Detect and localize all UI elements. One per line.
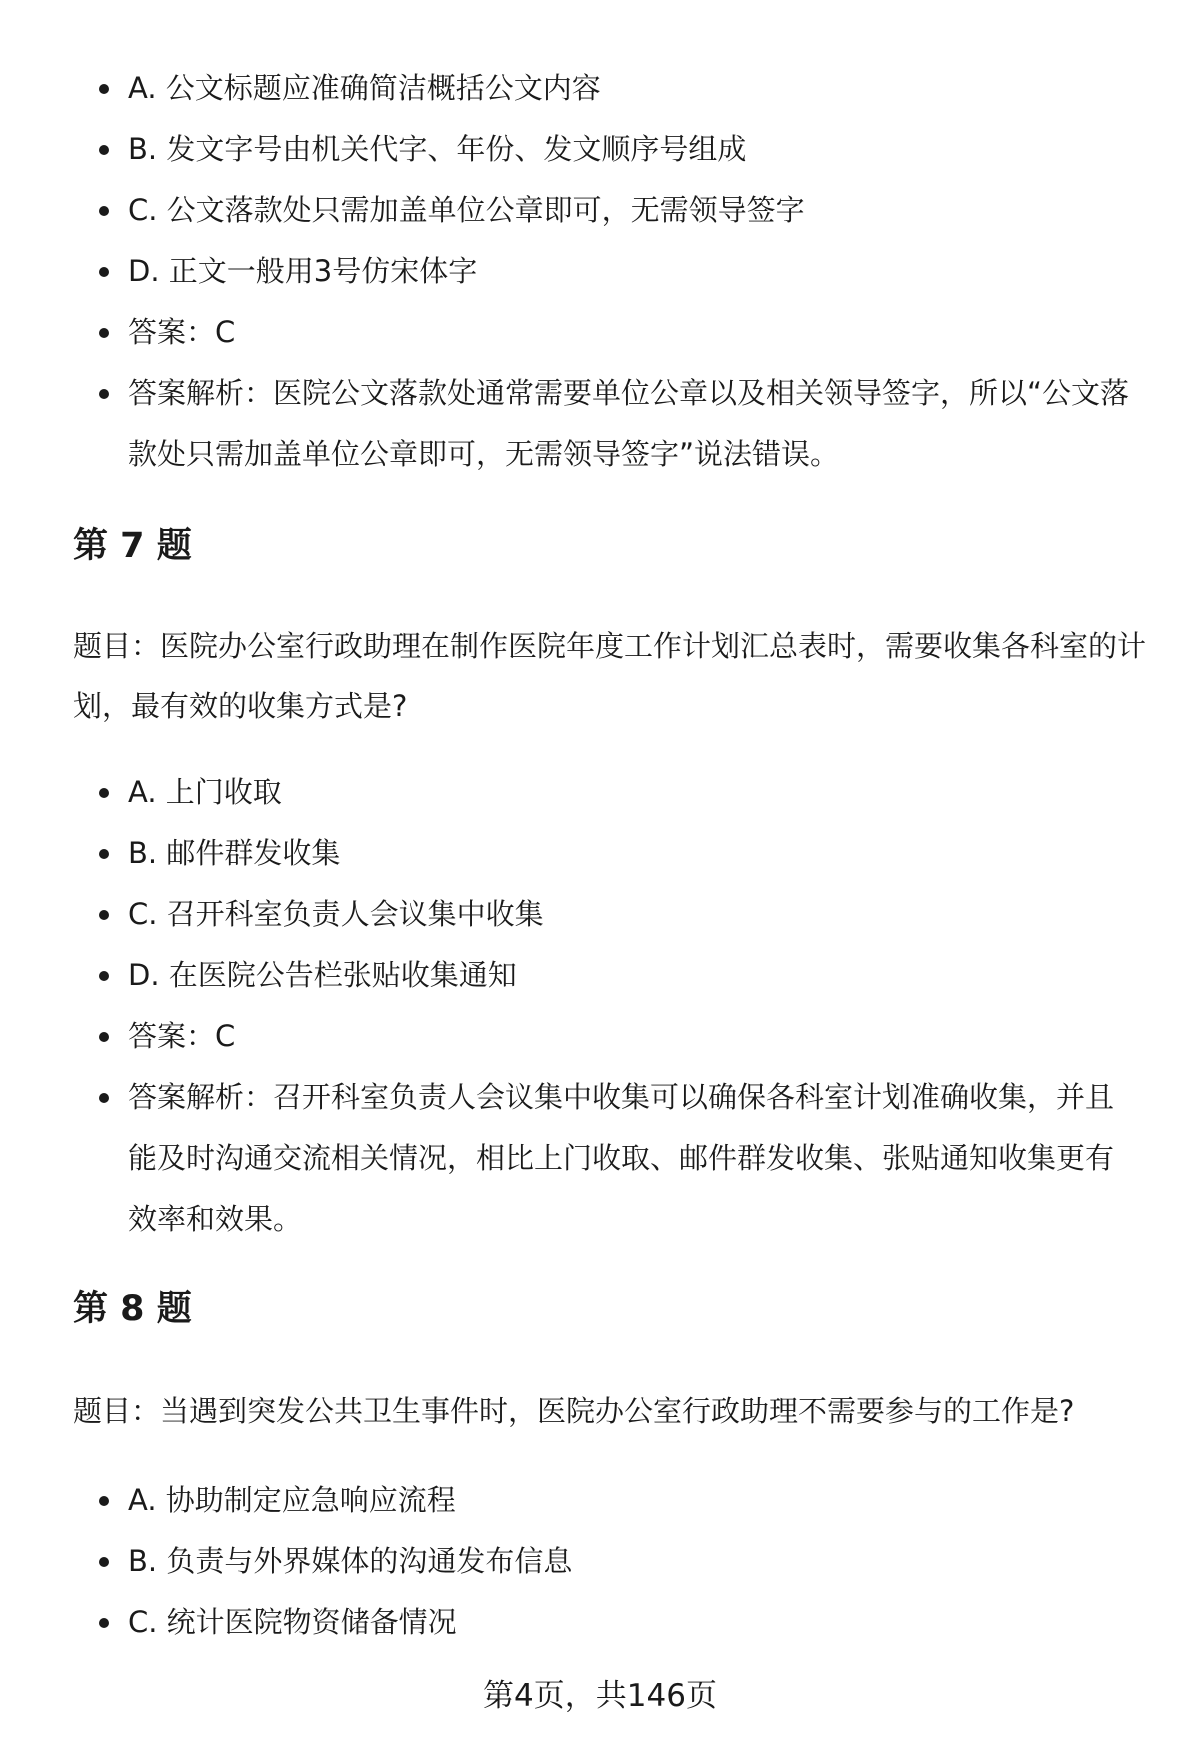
q7-stem: 题目：医院办公室行政助理在制作医院年度工作计划汇总表时，需要收集各科室的计划，最有效的收集方式是?: [73, 629, 1147, 723]
bullet-icon: [99, 1557, 109, 1567]
bullet-icon: [99, 267, 109, 277]
list-item: D. 在医院公告栏张贴收集通知: [0, 945, 1200, 1006]
answer-item: 答案：C: [0, 302, 1200, 363]
bullet-icon: [99, 206, 109, 216]
list-item: D. 正文一般用3号仿宋体字: [0, 241, 1200, 302]
q7-option-list: [0, 762, 1200, 1250]
bullet-icon: [99, 971, 109, 981]
q8-stem: 题目：当遇到突发公共卫生事件时，医院办公室行政助理不需要参与的工作是?: [73, 1394, 1075, 1428]
bullet-icon: [99, 328, 109, 338]
bullet-icon: [99, 788, 109, 798]
page-number-footer: 第4页，共146页: [483, 1678, 717, 1714]
bullet-icon: [99, 1093, 109, 1103]
q7-heading: 第 7 题: [73, 526, 192, 566]
bullet-icon: [99, 1496, 109, 1506]
list-item: B. 邮件群发收集: [0, 823, 1200, 884]
explanation-item: 答案解析：医院公文落款处通常需要单位公章以及相关领导签字，所以“公文落款处只需加盖单位公章即可，无需领导签字”说法错误。: [0, 363, 1200, 485]
explanation-item: 答案解析：召开科室负责人会议集中收集可以确保各科室计划准确收集，并且能及时沟通交流相关情况，相比上门收取、邮件群发收集、张贴通知收集更有效率和效果。: [0, 1067, 1200, 1250]
q6-option-list: [0, 58, 1200, 485]
list-item: C. 公文落款处只需加盖单位公章即可，无需领导签字: [0, 180, 1200, 241]
bullet-icon: [99, 849, 109, 859]
bullet-icon: [99, 145, 109, 155]
bullet-icon: [99, 1032, 109, 1042]
q8-option-list: [0, 1470, 1200, 1653]
list-item: A. 协助制定应急响应流程: [0, 1470, 1200, 1531]
list-item: C. 统计医院物资储备情况: [0, 1592, 1200, 1653]
q8-heading: 第 8 题: [73, 1289, 192, 1329]
list-item: B. 发文字号由机关代字、年份、发文顺序号组成: [0, 119, 1200, 180]
list-item: B. 负责与外界媒体的沟通发布信息: [0, 1531, 1200, 1592]
bullet-icon: [99, 910, 109, 920]
list-item: A. 上门收取: [0, 762, 1200, 823]
bullet-icon: [99, 84, 109, 94]
answer-item: 答案：C: [0, 1006, 1200, 1067]
bullet-icon: [99, 1618, 109, 1628]
list-item: C. 召开科室负责人会议集中收集: [0, 884, 1200, 945]
bullet-icon: [99, 389, 109, 399]
list-item: A. 公文标题应准确简洁概括公文内容: [0, 58, 1200, 119]
